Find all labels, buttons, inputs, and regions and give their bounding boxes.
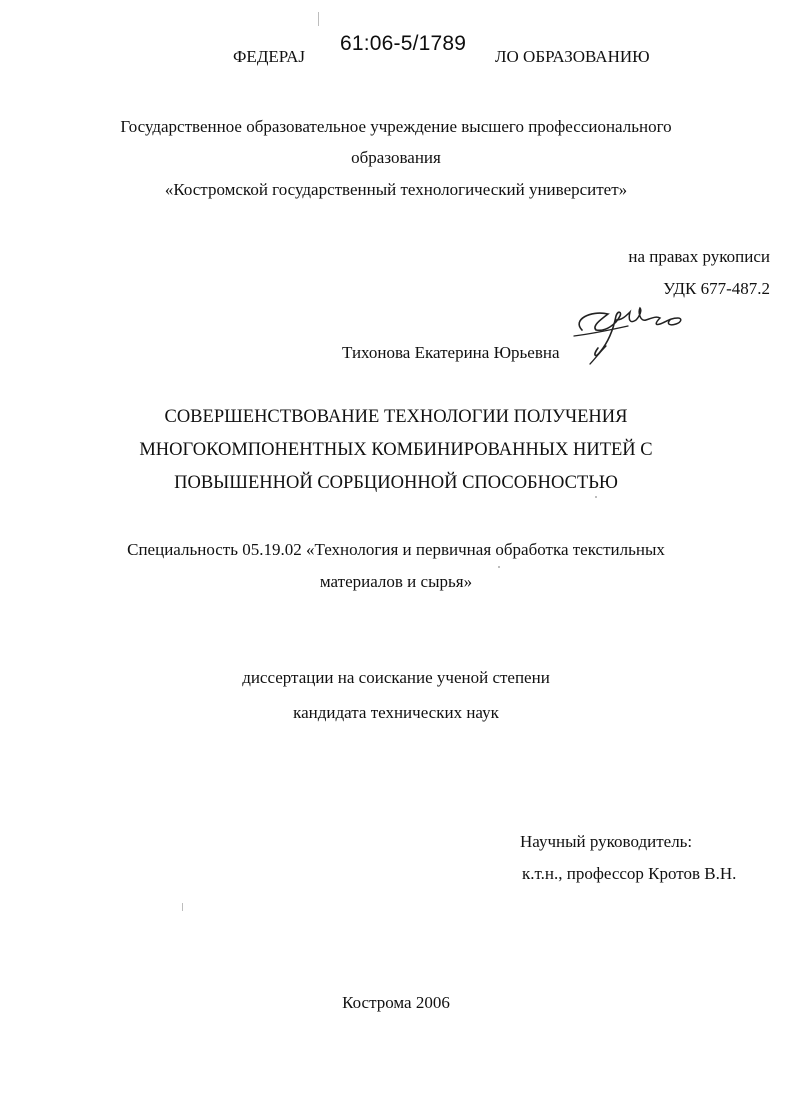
supervisor-name: к.т.н., профессор Кротов В.Н. <box>522 864 737 883</box>
specialty-line-1: Специальность 05.19.02 «Технология и первичная обработка текстильных <box>127 540 665 559</box>
ministry-header-right: ЛО ОБРАЗОВАНИЮ <box>495 47 650 66</box>
institution-line-3: «Костромской государственный технологический университет» <box>164 180 628 199</box>
scan-speck <box>498 566 500 568</box>
title-line-2: МНОГОКОМПОНЕНТНЫХ КОМБИНИРОВАННЫХ НИТЕЙ С <box>139 440 653 460</box>
institution-line-2: образования <box>351 148 441 167</box>
title-line-3: ПОВЫШЕННОЙ СОРБЦИОННОЙ СПОСОБНОСТЬЮ <box>174 473 618 493</box>
degree-line-1: диссертации на соискание ученой степени <box>242 668 550 687</box>
specialty-line-2: материалов и сырья» <box>319 572 473 591</box>
place-year: Кострома 2006 <box>342 993 450 1012</box>
manuscript-note: на правах рукописи <box>628 247 770 266</box>
author-name: Тихонова Екатерина Юрьевна <box>342 343 560 362</box>
ministry-header-left: ФЕДЕРАЈ <box>233 47 305 66</box>
scan-speck <box>595 496 597 498</box>
scan-speck <box>182 903 183 911</box>
institution-line-1: Государственное образовательное учреждение высшего профессионального <box>120 117 672 136</box>
archive-stamp: 61:06-5/1789 <box>340 32 467 55</box>
supervisor-label: Научный руководитель: <box>520 832 693 851</box>
scan-speck <box>318 12 319 26</box>
udc-code: УДК 677-487.2 <box>663 279 770 298</box>
degree-line-2: кандидата технических наук <box>293 703 499 722</box>
title-line-1: СОВЕРШЕНСТВОВАНИЕ ТЕХНОЛОГИИ ПОЛУЧЕНИЯ <box>164 407 628 427</box>
handwritten-signature-icon <box>570 290 700 370</box>
